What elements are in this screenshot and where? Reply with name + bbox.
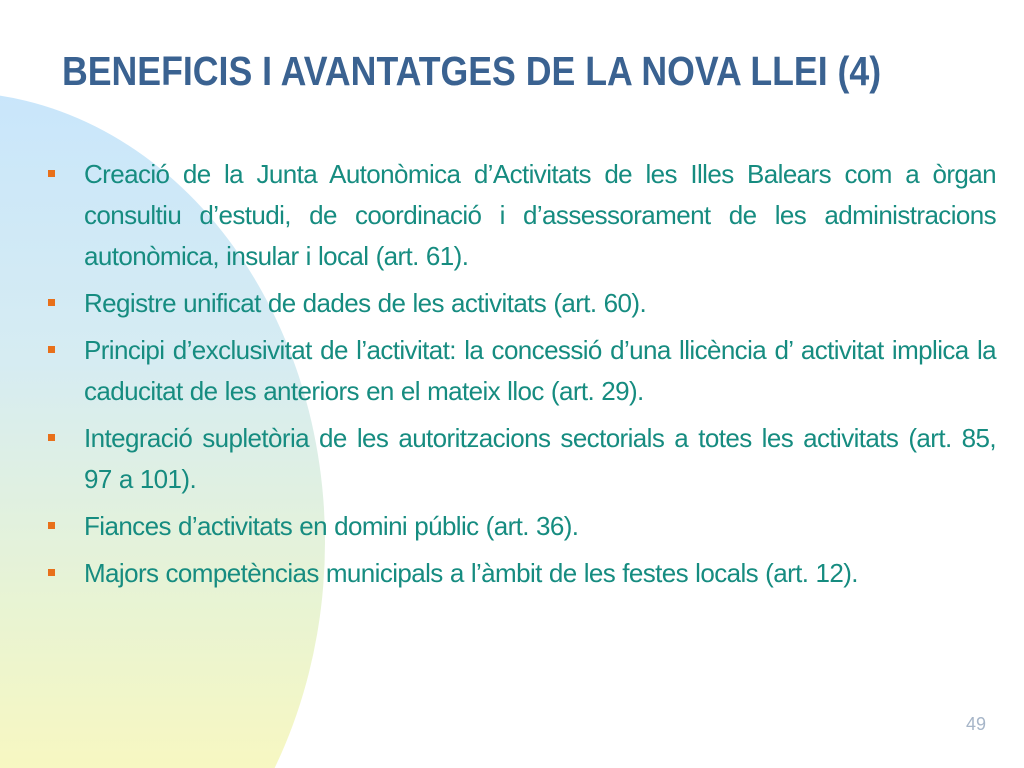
bullet-item xyxy=(40,154,996,277)
bullet-item xyxy=(40,283,996,324)
bullet-text: Integració supletòria de les autoritzacions sectorials a totes les activitats (art. 85, 97 a 101). xyxy=(84,423,996,494)
square-bullet-icon xyxy=(48,434,55,441)
bullet-item xyxy=(40,330,996,412)
bullet-text: Principi d’exclusivitat de l’activitat: la concessió d’una llicència d’ activitat implica la caducitat de les anteriors en el mateix lloc (art. 29). xyxy=(84,335,996,406)
square-bullet-icon xyxy=(48,522,55,529)
square-bullet-icon xyxy=(48,569,55,576)
bullet-text: Creació de la Junta Autonòmica d’Activitats de les Illes Balears com a òrgan consultiu d’estudi, de coordinació i d’assessorament de les administracions autonòmica, insular i local (art. 61). xyxy=(84,159,996,271)
square-bullet-icon xyxy=(48,299,55,306)
bullet-item xyxy=(40,506,996,547)
bullet-text: Registre unificat de dades de les activitats (art. 60). xyxy=(84,288,647,318)
square-bullet-icon xyxy=(48,346,55,353)
slide-title: BENEFICIS I AVANTATGES DE LA NOVA LLEI (4) xyxy=(62,48,882,94)
bullet-item xyxy=(40,418,996,500)
bullet-text: Majors competèncias municipals a l’àmbit de les festes locals (art. 12). xyxy=(84,558,858,588)
bullet-list xyxy=(40,154,996,600)
bullet-item xyxy=(40,553,996,594)
bullet-text: Fiances d’activitats en domini públic (art. 36). xyxy=(84,511,579,541)
square-bullet-icon xyxy=(48,170,55,177)
page-number: 49 xyxy=(966,714,987,734)
